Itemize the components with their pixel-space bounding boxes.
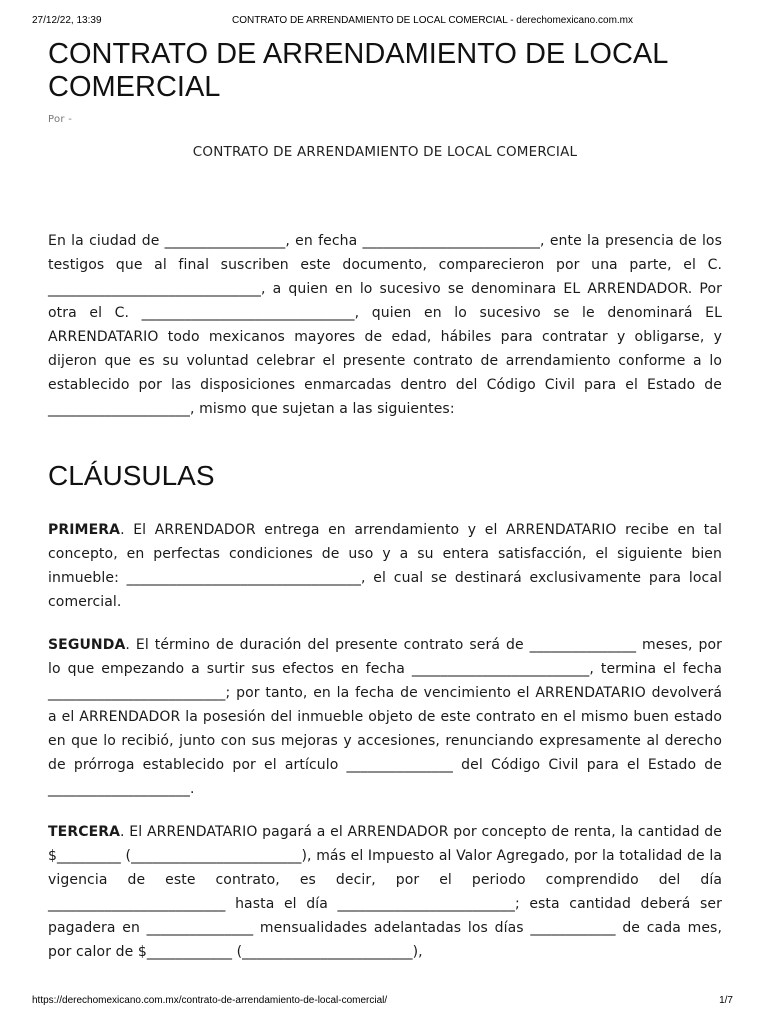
print-url: https://derechomexicano.com.mx/contrato-de-arrendamiento-de-local-comercial/ bbox=[32, 995, 388, 1006]
clause-primera bbox=[48, 518, 722, 614]
print-timestamp: 27/12/22, 13:39 bbox=[32, 15, 102, 26]
clause-label: TERCERA bbox=[48, 824, 121, 840]
clause-text: . El ARRENDADOR entrega en arrendamiento y el ARRENDATARIO recibe en tal concepto, en perfectas condiciones de uso y a su entera satisfacción, el siguiente bien inmueble: _________________________________, el cual se destinará exclusivamente para local comercial. bbox=[48, 522, 722, 610]
clause-tercera bbox=[48, 820, 722, 964]
clause-segunda bbox=[48, 633, 722, 801]
print-footer bbox=[32, 995, 736, 1009]
clausulas-heading: CLÁUSULAS bbox=[48, 460, 215, 491]
document-subtitle: CONTRATO DE ARRENDAMIENTO DE LOCAL COMERCIAL bbox=[192, 144, 578, 160]
clause-label: SEGUNDA bbox=[48, 637, 126, 653]
intro-paragraph: En la ciudad de _________________, en fecha _________________________, ente la presencia de los testigos que al final suscriben este documento, comparecieron por una parte, el C. ______________________________, a quien en lo sucesivo se denominara EL ARRENDADOR. Por otra el C. ______________________________, quien en lo sucesivo se le denominará EL ARRENDATARIO todo mexicanos mayores de edad, hábiles para contratar y obligarse, y dijeron que es su voluntad celebrar el presente contrato de arrendamiento conforme a lo establecido por las disposiciones enmarcadas dentro del Código Civil para el Estado de ____________________, mismo que sujetan a las siguientes: bbox=[48, 233, 722, 417]
article bbox=[48, 38, 722, 964]
print-page-title: CONTRATO DE ARRENDAMIENTO DE LOCAL COMERCIAL - derechomexicano.com.mx bbox=[232, 15, 634, 26]
article-title: CONTRATO DE ARRENDAMIENTO DE LOCAL COMERCIAL bbox=[48, 38, 668, 103]
clause-label: PRIMERA bbox=[48, 522, 121, 538]
clause-text: . El ARRENDATARIO pagará a el ARRENDADOR por concepto de renta, la cantidad de $_________ (________________________), más el Impuesto al Valor Agregado, por la totalidad de la vigencia de este contrato, es decir, por el periodo comprendido del día _________________________ hasta el día _________________________; esta cantidad deberá ser pagadera en _______________ mensualidades adelantadas los días ____________ de cada mes, por calor de $____________ (________________________), bbox=[48, 824, 722, 960]
clause-text: . El término de duración del presente contrato será de _______________ meses, por lo que empezando a surtir sus efectos en fecha _________________________, termina el fecha _________________________; por tanto, en la fecha de vencimiento el ARRENDATARIO devolverá a el ARRENDADOR la posesión del inmueble objeto de este contrato en el mismo buen estado en que lo recibió, junto con sus mejoras y accesiones, renunciando expresamente al derecho de prórroga establecido por el artículo _______________ del Código Civil para el Estado de ____________________. bbox=[48, 637, 722, 797]
page-number: 1/7 bbox=[719, 995, 733, 1006]
print-header bbox=[32, 15, 736, 29]
article-byline: Por - bbox=[48, 114, 73, 125]
